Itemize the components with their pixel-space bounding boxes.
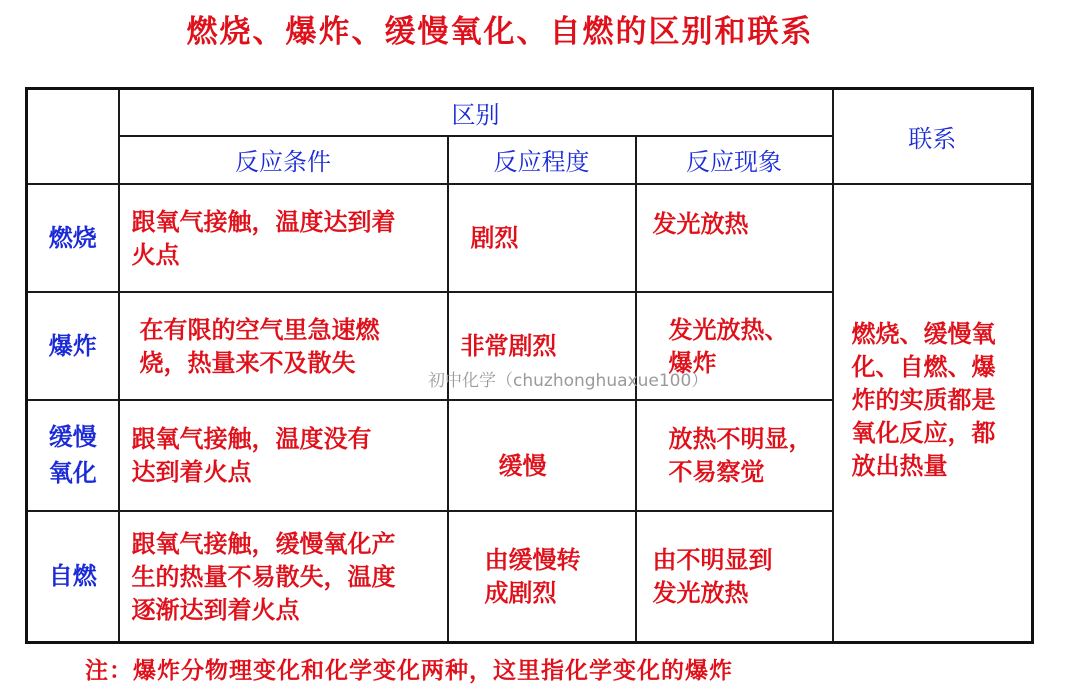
degree-cell: 非常剧烈: [448, 292, 636, 400]
phenomenon-cell: 发光放热、爆炸: [636, 292, 833, 400]
row-label-explosion: 爆炸: [27, 292, 119, 400]
condition-cell: 跟氧气接触，温度没有达到着火点: [119, 400, 448, 511]
header-phenomenon: 反应现象: [636, 136, 833, 184]
row-label-combustion: 燃烧: [27, 184, 119, 292]
row-label-spontaneous-combustion: 自燃: [27, 511, 119, 643]
row-label-slow-oxidation: [27, 400, 119, 511]
condition-cell: 跟氧气接触，温度达到着火点: [119, 184, 448, 292]
header-connection: 联系: [833, 89, 1033, 184]
phenomenon-cell: 放热不明显，不易察觉: [636, 400, 833, 511]
phenomenon-cell: 发光放热: [636, 184, 833, 292]
table-row: [27, 184, 1033, 292]
header-degree: 反应程度: [448, 136, 636, 184]
header-condition: 反应条件: [119, 136, 448, 184]
phenomenon-cell: 由不明显到发光放热: [636, 511, 833, 643]
condition-cell: 在有限的空气里急速燃烧，热量来不及散失: [119, 292, 448, 400]
footnote: 注：爆炸分物理变化和化学变化两种，这里指化学变化的爆炸: [85, 657, 733, 684]
connection-cell: 燃烧、缓慢氧化、自燃、爆炸的实质都是氧化反应，都放出热量: [833, 184, 1033, 643]
header-difference: 区别: [119, 89, 833, 136]
condition-cell: 跟氧气接触，缓慢氧化产生的热量不易散失，温度逐渐达到着火点: [119, 511, 448, 643]
degree-cell: 缓慢: [448, 400, 636, 511]
degree-cell: 剧烈: [448, 184, 636, 292]
row-label-line: 氧化: [48, 458, 97, 487]
corner-cell: [27, 89, 119, 184]
row-label-line: 缓慢: [48, 422, 97, 451]
watermark: 初中化学（chuzhonghuaxue100）: [428, 371, 709, 391]
degree-cell: 由缓慢转成剧烈: [448, 511, 636, 643]
page-title: 燃烧、爆炸、缓慢氧化、自燃的区别和联系: [186, 14, 814, 50]
